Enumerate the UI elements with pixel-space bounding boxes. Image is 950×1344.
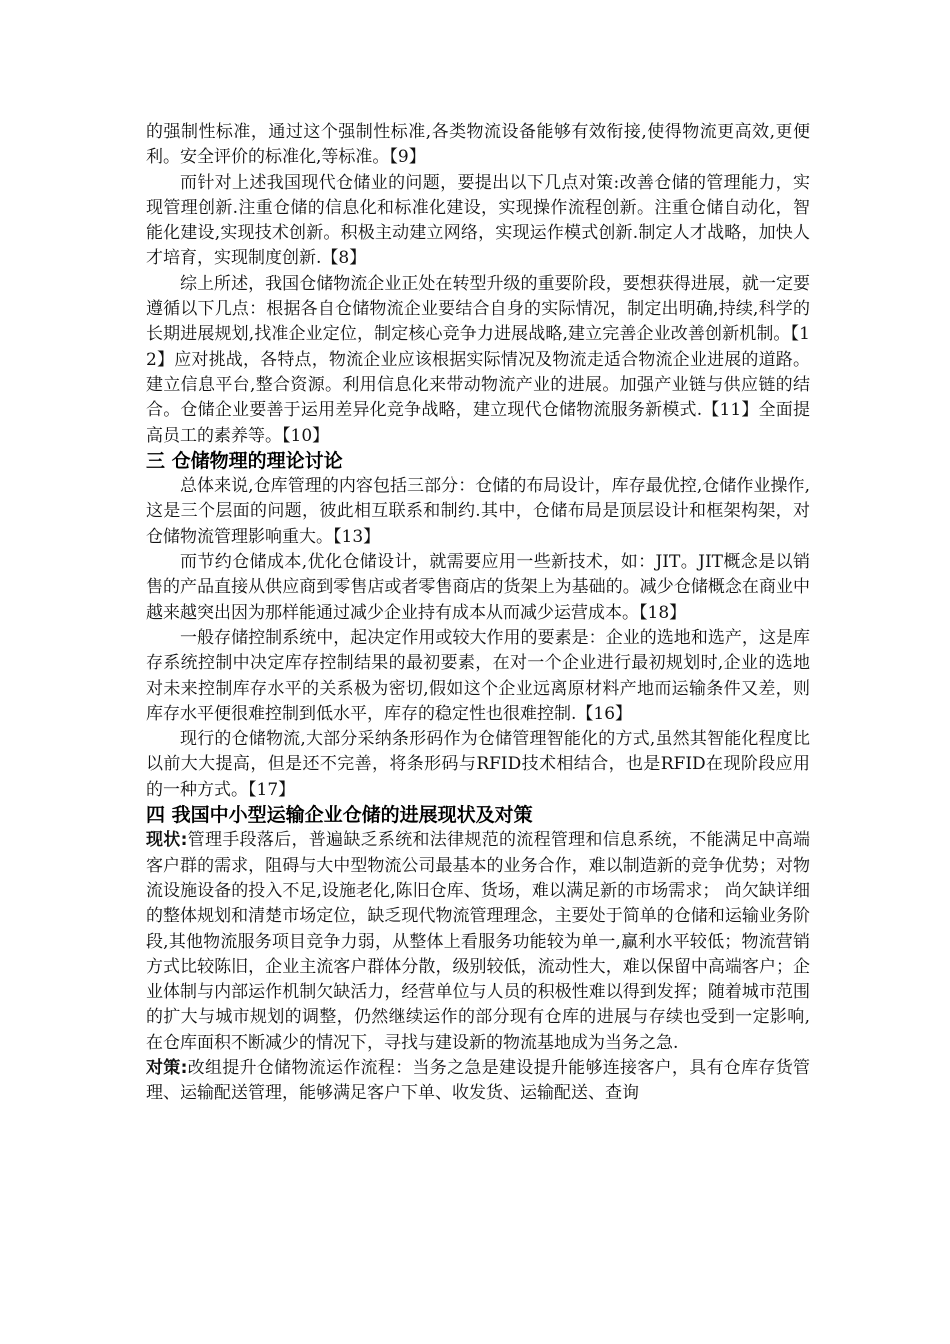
status-label: 现状: (146, 830, 188, 851)
status-text: 管理手段落后，普遍缺乏系统和法律规范的流程管理和信息系统，不能满足中高端客户群的需求，阻碍与大中型物流公司最基本的业务合作，难以制造新的竞争优势；对物流设施设备的投入不足,设施老化,陈旧仓库、货场，难以满足新的市场需求； 尚欠缺详细的整体规划和清楚市场定位，缺乏现代物流管理理念，主要处于简单的仓储和运输业务阶段,其他物流服务项目竞争力弱，从整体上看服务功能较为单一,赢利水平较低；物流营销方式比较陈旧，企业主流客户群体分散，级别较低，流动性大，难以保留中高端客户；企业体制与内部运作机制欠缺活力，经营单位与人员的积极性难以得到发挥；随着城市范围的扩大与城市规划的调整，仍然继续运作的部分现有仓库的进展与存续也受到一定影响,在仓库面积不断减少的情况下，寻找与建设新的物流基地成为当务之急. (146, 830, 810, 1053)
measure-paragraph (146, 1056, 810, 1107)
section-heading-3: 三 仓储物理的理论讨论 (146, 449, 343, 472)
paragraph-summary: 综上所述，我国仓储物流企业正处在转型升级的重要阶段，要想获得进展，就一定要遵循以下几点：根据各自仓储物流企业要结合自身的实际情况，制定出明确,持续,科学的长期进展规划,找准企业定位，制定核心竞争力进展战略,建立完善企业改善创新机制。【12】应对挑战，各特点，物流企业应该根据实际情况及物流走适合物流企业进展的道路。建立信息平台,整合资源。利用信息化来带动物流产业的进展。加强产业链与供应链的结合。仓储企业要善于运用差异化竞争战略，建立现代仓储物流服务新模式.【11】全面提高员工的素养等。【10】 (146, 273, 810, 446)
section3-paragraph-3: 一般存储控制系统中，起决定作用或较大作用的要素是：企业的选地和选产，这是库存系统控制中决定库存控制结果的最初要素，在对一个企业进行最初规划时,企业的选地对未来控制库存水平的关系极为密切,假如这个企业远离原材料产地而运输条件又差，则库存水平便很难控制到低水平，库存的稳定性也很难控制.【16】 (146, 627, 810, 724)
section3-paragraph-2: 而节约仓储成本,优化仓储设计，就需要应用一些新技术，如：JIT。JIT概念是以销售的产品直接从供应商到零售店或者零售商店的货架上为基础的。减少仓储概念在商业中越来越突出因为那样能通过减少企业持有成本从而减少运营成本。【18】 (146, 552, 810, 623)
section3-paragraph-4: 现行的仓储物流,大部分采纳条形码作为仓储管理智能化的方式,虽然其智能化程度比以前大大提高，但是还不完善，将条形码与RFID技术相结合，也是RFID在现阶段应用的一种方式。【17】 (146, 729, 810, 800)
measure-text: 改组提升仓储物流运作流程：当务之急是建设提升能够连接客户，具有仓库存货管理、运输配送管理，能够满足客户下单、收发货、运输配送、查询 (146, 1057, 810, 1104)
status-paragraph (146, 828, 810, 1056)
section-heading-4: 四 我国中小型运输企业仓储的进展现状及对策 (146, 804, 533, 827)
document-page (146, 120, 810, 1107)
section3-paragraph-1: 总体来说,仓库管理的内容包括三部分：仓储的布局设计，库存最优控,仓储作业操作,这是三个层面的问题，彼此相互联系和制约.其中，仓储布局是顶层设计和框架构架，对仓储物流管理影响重大。【13】 (146, 476, 810, 547)
paragraph-countermeasures: 而针对上述我国现代仓储业的问题，要提出以下几点对策:改善仓储的管理能力，实现管理创新.注重仓储的信息化和标准化建设，实现操作流程创新。注重仓储自动化，智能化建设,实现技术创新。积极主动建立网络，实现运作模式创新.制定人才战略，加快人才培育，实现制度创新.【8】 (146, 172, 810, 269)
measure-label: 对策: (146, 1057, 188, 1078)
paragraph-continuation: 的强制性标准，通过这个强制性标准,各类物流设备能够有效衔接,使得物流更高效,更便利。安全评价的标准化,等标准。【9】 (146, 122, 810, 168)
